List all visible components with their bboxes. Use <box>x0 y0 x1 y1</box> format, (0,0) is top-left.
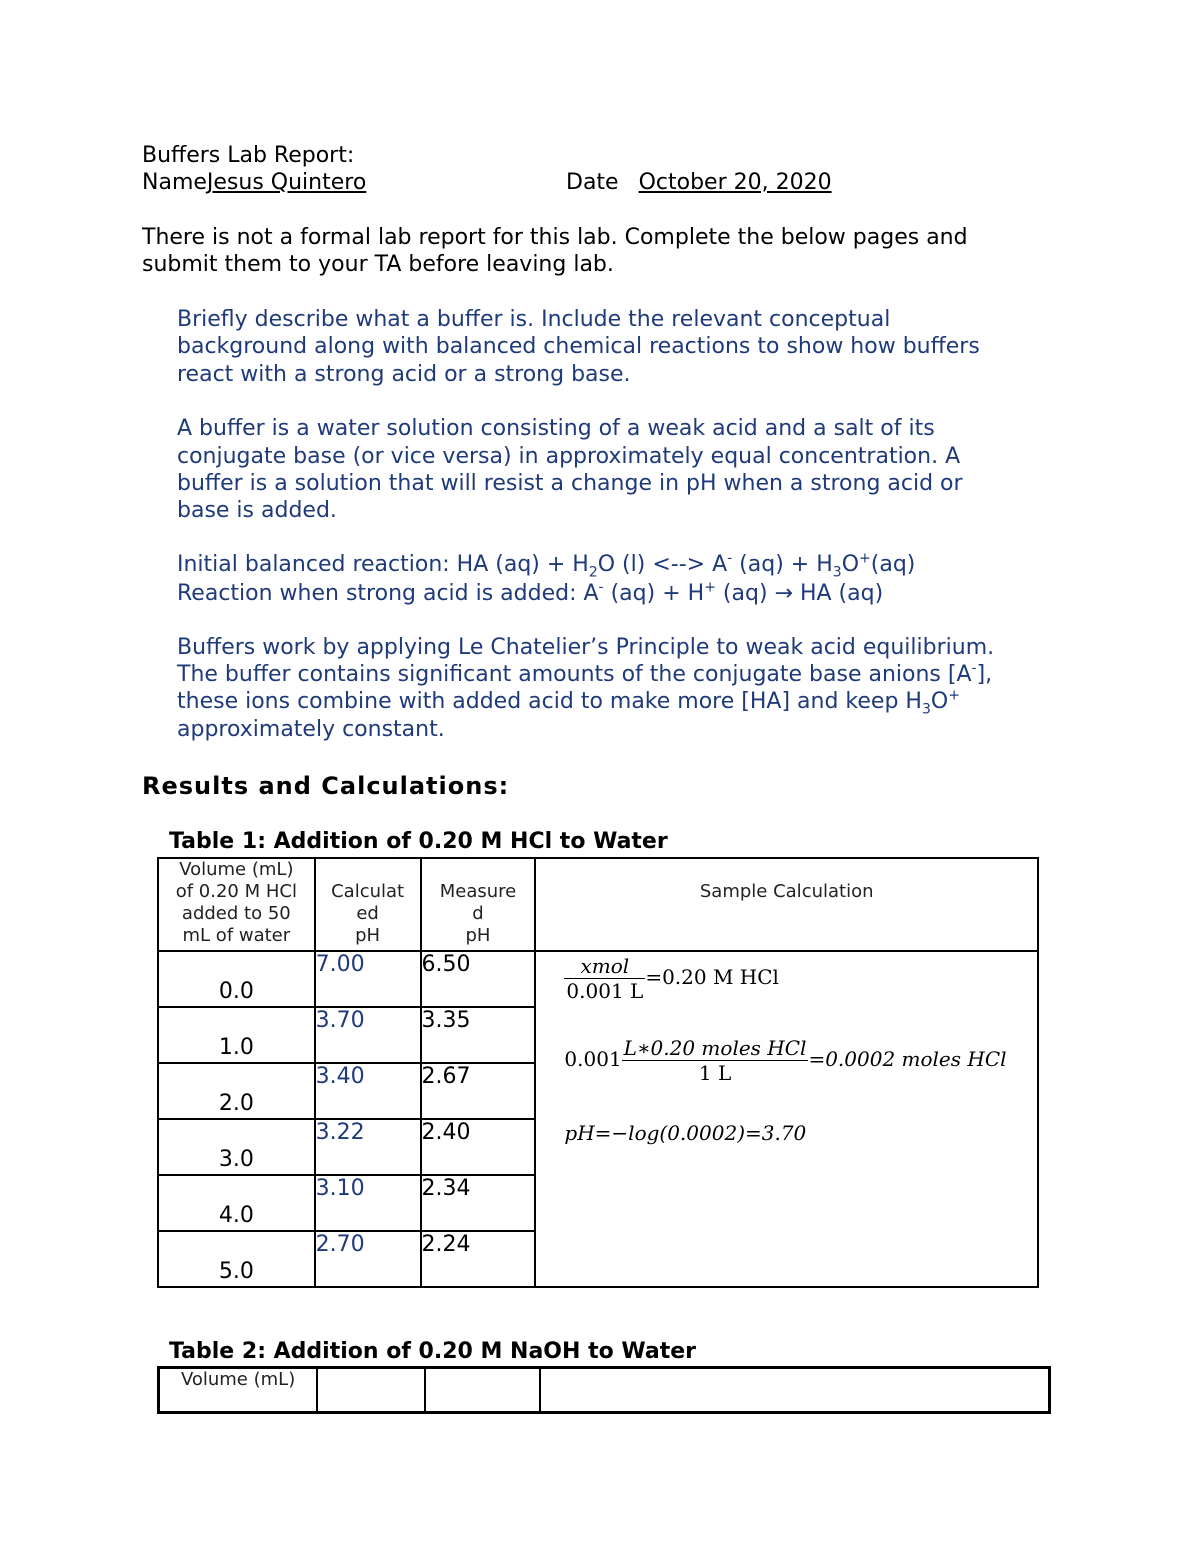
calculated-ph-cell: 2.70 <box>315 1231 421 1287</box>
calculated-ph-cell: 7.00 <box>315 951 421 1007</box>
table1 <box>157 857 1039 1288</box>
measured-ph-cell: 3.35 <box>421 1007 536 1063</box>
name-value: Jesus Quintero <box>206 170 367 195</box>
table2-header-empty <box>540 1368 1049 1413</box>
header-calculated: Calculat ed pH <box>315 858 421 951</box>
header-sample-calculation: Sample Calculation <box>535 858 1038 951</box>
answer-line-3: buffer is a solution that will resist a change in pH when a strong acid or <box>177 471 963 496</box>
answer-line-1: A buffer is a water solution consisting of a weak acid and a salt of its <box>177 416 935 441</box>
calculated-ph-cell: 3.70 <box>315 1007 421 1063</box>
table2-header-volume: Volume (mL) <box>159 1368 318 1413</box>
explanation-line-3: these ions combine with added acid to make more [HA] and keep $H_3O^+$ <box>177 687 960 718</box>
volume-cell: 0.0 <box>158 951 315 1007</box>
table1-caption: Table 1: Addition of 0.20 M HCl to Water <box>169 829 668 854</box>
initial-reaction: Initial balanced reaction: HA $(aq) + H_2O$ (l) <--> A- $(aq) + H_3O^+(aq)$ <box>177 550 916 581</box>
question-line-1: Briefly describe what a buffer is. Include the relevant conceptual <box>177 307 891 332</box>
answer-line-4: base is added. <box>177 498 337 523</box>
report-title: Buffers Lab Report: <box>142 143 355 168</box>
volume-cell: 2.0 <box>158 1063 315 1119</box>
table2-header-row <box>159 1368 1050 1413</box>
intro-line-1: There is not a formal lab report for this lab. Complete the below pages and <box>142 225 968 250</box>
table1-header-row <box>158 858 1038 951</box>
question-line-3: react with a strong acid or a strong base. <box>177 362 631 387</box>
calculated-ph-cell: 3.10 <box>315 1175 421 1231</box>
equation-1: $\frac{\text{xmol}}{0.001 L}$ =0.20 M HCl <box>566 954 779 1003</box>
explanation-line-2: The buffer contains significant amounts of the conjugate base anions [A-], <box>177 660 993 687</box>
explanation-line-1: Buffers work by applying Le Chatelier’s Principle to weak acid equilibrium. <box>177 635 995 660</box>
table2-caption: Table 2: Addition of 0.20 M NaOH to Water <box>169 1339 696 1364</box>
header-measured: Measure d pH <box>421 858 536 951</box>
volume-cell: 1.0 <box>158 1007 315 1063</box>
table2 <box>157 1366 1051 1414</box>
table2-header-empty <box>425 1368 541 1413</box>
table2-header-empty <box>317 1368 425 1413</box>
date-line <box>566 169 832 196</box>
calculated-ph-cell: 3.22 <box>315 1119 421 1175</box>
answer-line-2: conjugate base (or vice versa) in approximately equal concentration. A <box>177 444 961 469</box>
explanation-line-4: approximately constant. <box>177 717 445 742</box>
measured-ph-cell: 2.24 <box>421 1231 536 1287</box>
volume-cell: 5.0 <box>158 1231 315 1287</box>
sample-calculation-cell <box>535 951 1038 1287</box>
intro-line-2: submit them to your TA before leaving lab. <box>142 252 614 277</box>
name-line <box>142 169 517 196</box>
volume-cell: 4.0 <box>158 1175 315 1231</box>
section-heading: Results and Calculations: <box>142 772 510 800</box>
equation-2: 0.001 $\frac{\text{L∗0.20 moles HCl}}{1 L}$ =0.0002 moles HCl <box>564 1036 1007 1085</box>
date-value: October 20, 2020 <box>638 170 832 195</box>
header-volume: Volume (mL) of 0.20 M HCl added to 50 mL of water <box>158 858 315 951</box>
equation-3: pH=−log(0.0002)=3.70 <box>564 1121 807 1145</box>
calculated-ph-cell: 3.40 <box>315 1063 421 1119</box>
acid-reaction: Reaction when strong acid is added: A- (aq) + H+ (aq) → HA (aq) <box>177 579 884 606</box>
measured-ph-cell: 2.40 <box>421 1119 536 1175</box>
name-label: Name <box>142 170 207 195</box>
measured-ph-cell: 2.67 <box>421 1063 536 1119</box>
date-label: Date <box>566 170 619 195</box>
question-line-2: background along with balanced chemical reactions to show how buffers <box>177 334 980 359</box>
volume-cell: 3.0 <box>158 1119 315 1175</box>
measured-ph-cell: 6.50 <box>421 951 536 1007</box>
table-row <box>158 951 1038 1007</box>
measured-ph-cell: 2.34 <box>421 1175 536 1231</box>
